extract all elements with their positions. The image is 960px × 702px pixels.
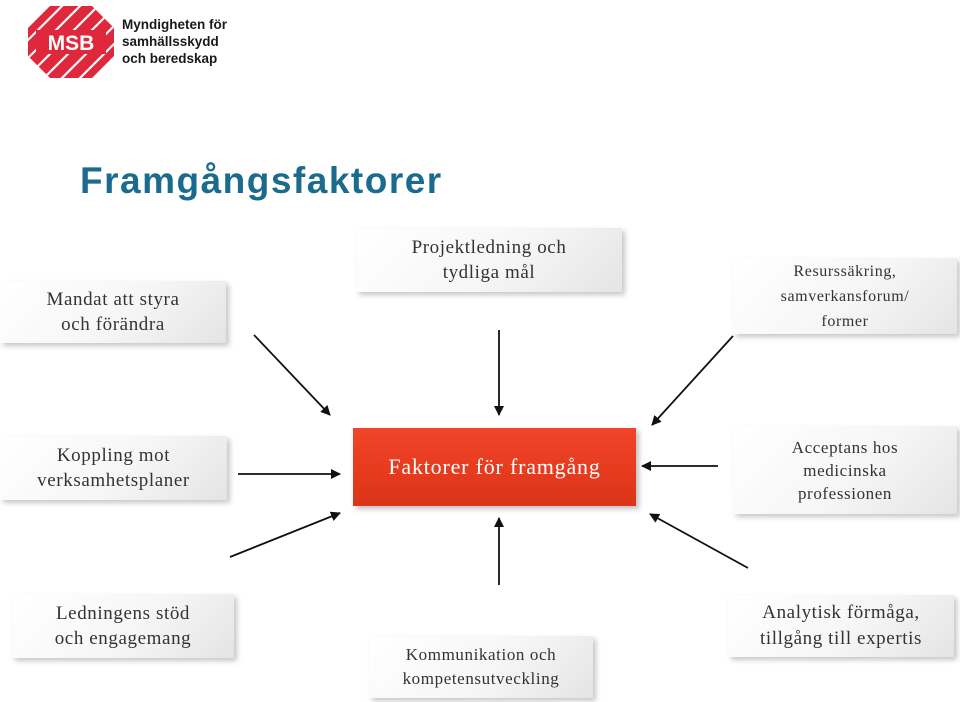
- factor-text: Koppling mot: [56, 445, 171, 466]
- factor-text: professionen: [797, 483, 893, 503]
- factor-text: tydliga mål: [442, 262, 536, 283]
- center-label: Faktorer för framgång: [388, 454, 601, 479]
- page-title: Framgångsfaktorer: [80, 160, 443, 201]
- svg-text:MSB: MSB: [47, 32, 95, 55]
- factor-text: Ledningens stöd: [55, 603, 191, 624]
- factor-text: tillgång till expertis: [759, 628, 922, 649]
- factor-text: kompetensutveckling: [402, 669, 560, 688]
- arrow-resurs: [652, 336, 733, 425]
- factor-ledning: [12, 594, 234, 658]
- logo-line: och beredskap: [122, 51, 218, 66]
- factor-text: Projektledning och: [411, 237, 567, 258]
- factor-resurs: [733, 258, 957, 334]
- factor-acceptans: [733, 426, 957, 514]
- arrow-analytisk: [650, 514, 748, 568]
- factor-text: och engagemang: [54, 628, 192, 649]
- factor-text: former: [821, 312, 869, 330]
- factor-text: Acceptans hos: [791, 437, 899, 457]
- factor-text: medicinska: [803, 460, 887, 480]
- arrow-mandat: [254, 335, 330, 415]
- factor-kommunikation: [369, 636, 593, 698]
- factor-text: Mandat att styra: [46, 289, 180, 310]
- arrow-ledning: [230, 513, 340, 557]
- factor-koppling: [0, 436, 227, 500]
- logo-line: Myndigheten för: [122, 17, 227, 32]
- factor-text: Analytisk förmåga,: [762, 602, 920, 623]
- factor-text: Kommunikation och: [405, 645, 557, 664]
- logo-line: samhällsskydd: [122, 34, 219, 49]
- factor-projekt: [356, 228, 622, 292]
- factor-text: samverkansforum/: [780, 287, 910, 305]
- factor-text: verksamhetsplaner: [37, 470, 190, 491]
- factor-text: och förändra: [61, 314, 165, 335]
- factor-analytisk: [728, 595, 954, 657]
- center-box: [353, 428, 636, 506]
- factor-text: Resurssäkring,: [793, 262, 897, 280]
- factor-mandat: [0, 281, 226, 343]
